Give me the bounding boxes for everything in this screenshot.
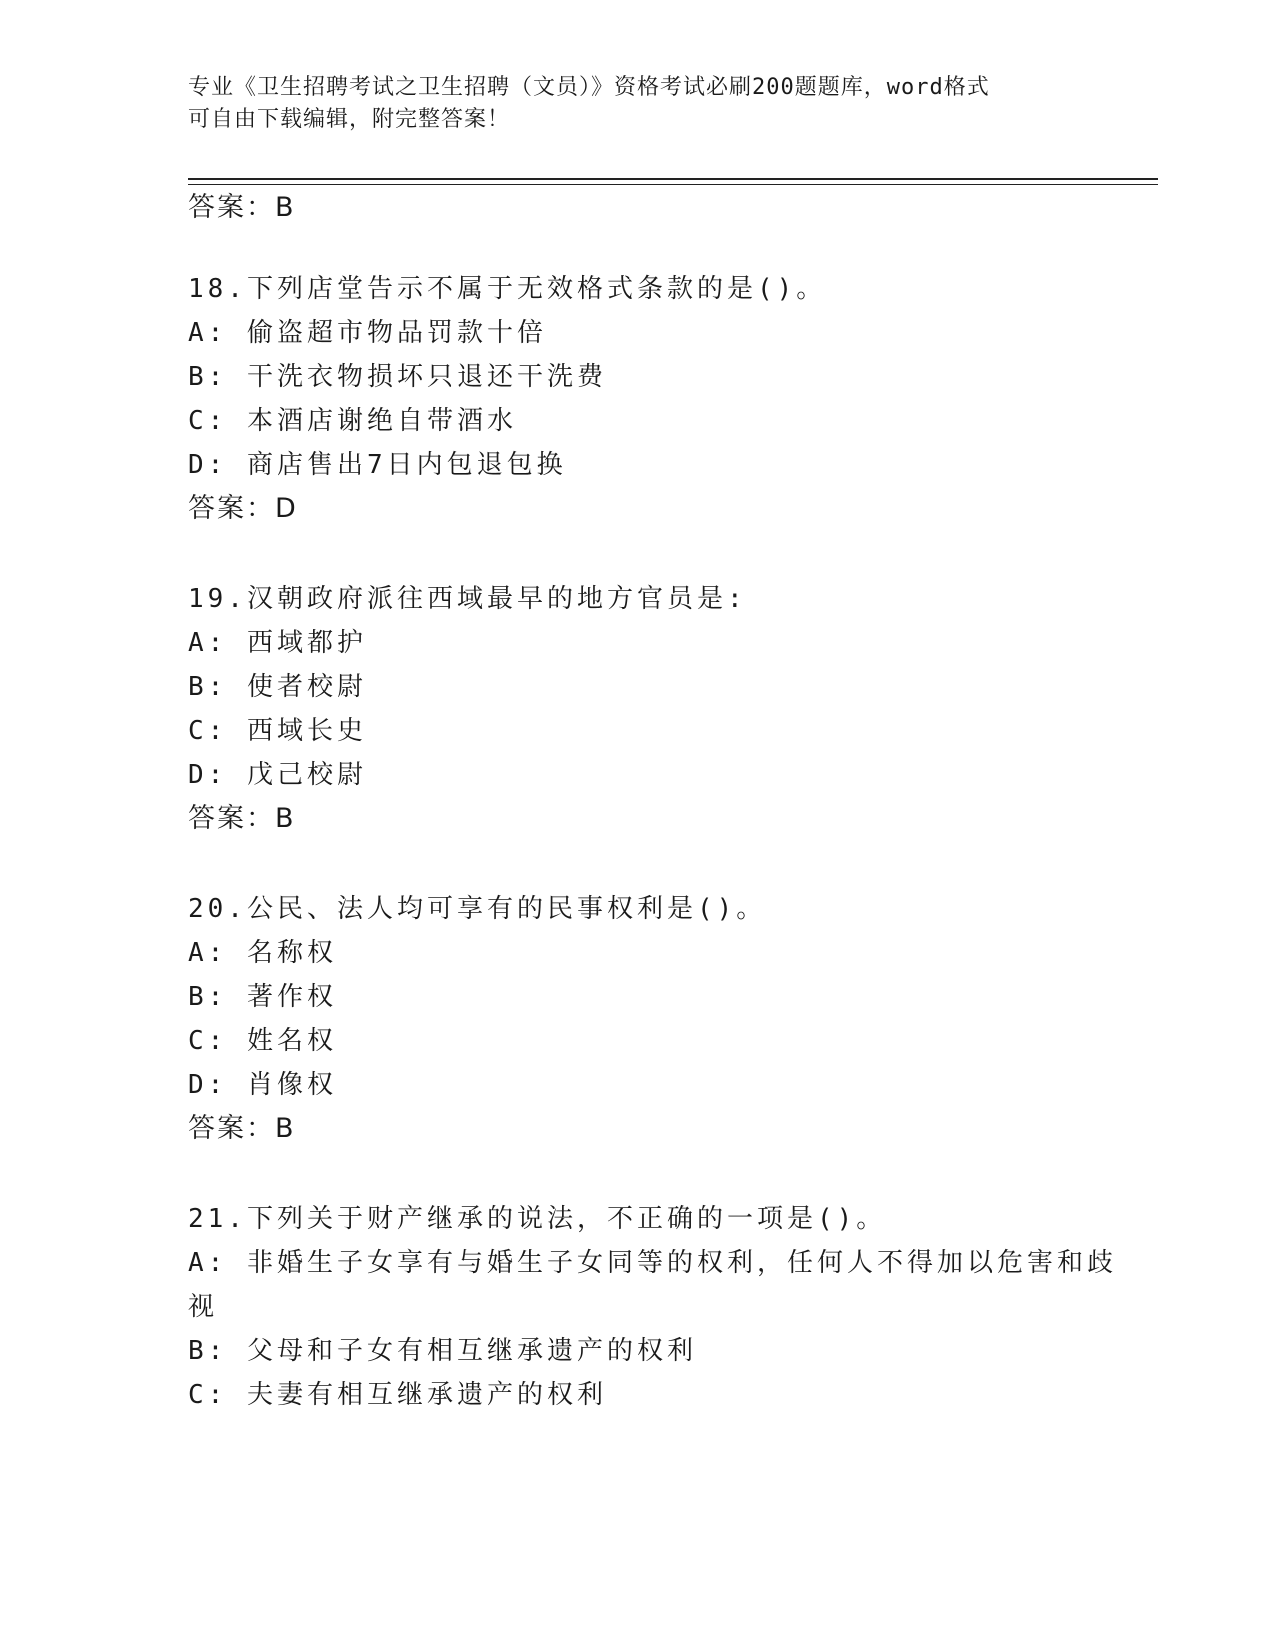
- question-20-option-c: C: 姓名权: [188, 1026, 337, 1056]
- question-19-stem: 19.汉朝政府派往西域最早的地方官员是:: [188, 584, 747, 614]
- header-rule-thick: [188, 178, 1158, 180]
- document-header: [188, 72, 1088, 136]
- question-19-option-c: C: 西域长史: [188, 716, 367, 746]
- question-21-stem: 21.下列关于财产继承的说法，不正确的一项是()。: [188, 1204, 887, 1234]
- question-18-option-c: C: 本酒店谢绝自带酒水: [188, 406, 517, 436]
- question-19-option-a: A: 西域都护: [188, 628, 367, 658]
- question-20-stem: 20.公民、法人均可享有的民事权利是()。: [188, 894, 767, 924]
- question-20-option-d: D: 肖像权: [188, 1070, 337, 1100]
- question-18-option-b: B: 干洗衣物损坏只退还干洗费: [188, 362, 607, 392]
- question-20-option-b: B: 著作权: [188, 982, 337, 1012]
- answer-17: 答案：B: [188, 192, 296, 223]
- question-21-option-a-continued: 视: [188, 1292, 219, 1322]
- question-19-option-d: D: 戊己校尉: [188, 760, 367, 790]
- header-line-2: 可自由下载编辑，附完整答案！: [188, 107, 511, 132]
- question-18-option-d: D: 商店售出7日内包退包换: [188, 450, 567, 480]
- question-19-option-b: B: 使者校尉: [188, 672, 367, 702]
- question-18-answer: 答案：D: [188, 493, 298, 524]
- question-18-option-a: A: 偷盗超市物品罚款十倍: [188, 318, 547, 348]
- question-21-option-b: B: 父母和子女有相互继承遗产的权利: [188, 1336, 697, 1366]
- question-21-option-c: C: 夫妻有相互继承遗产的权利: [188, 1380, 607, 1410]
- question-20-option-a: A: 名称权: [188, 938, 337, 968]
- header-line-1: 专业《卫生招聘考试之卫生招聘（文员）》资格考试必刷200题题库，word格式: [188, 75, 990, 100]
- header-rule-thin: [188, 184, 1158, 185]
- question-19-answer: 答案：B: [188, 803, 296, 834]
- question-20-answer: 答案：B: [188, 1113, 296, 1144]
- question-21-option-a: A: 非婚生子女享有与婚生子女同等的权利，任何人不得加以危害和歧: [188, 1248, 1117, 1278]
- question-18-stem: 18.下列店堂告示不属于无效格式条款的是()。: [188, 274, 827, 304]
